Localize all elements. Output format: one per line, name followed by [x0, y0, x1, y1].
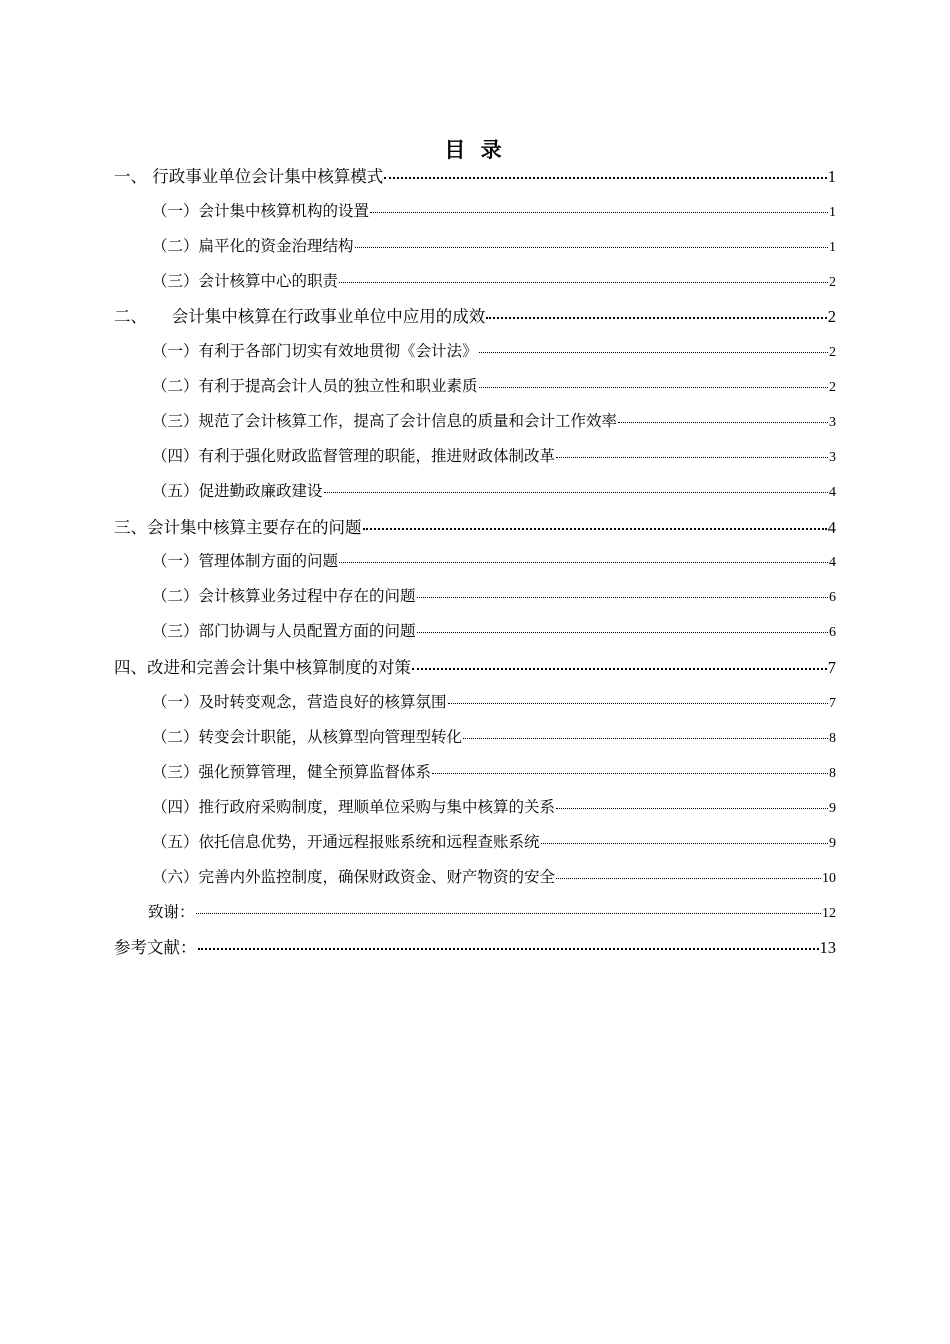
- toc-entry[interactable]: [152, 760, 836, 782]
- toc-entry-page: 13: [819, 938, 836, 957]
- toc-entry[interactable]: [152, 619, 836, 641]
- toc-entry-page: 3: [829, 450, 836, 465]
- toc-entry[interactable]: [152, 444, 836, 466]
- toc-entry[interactable]: [152, 795, 836, 817]
- toc-entry-page: 8: [829, 766, 836, 781]
- toc-entry-page: 9: [829, 836, 836, 851]
- dot-leader: [324, 492, 828, 493]
- dot-leader: [618, 422, 828, 423]
- toc-entry[interactable]: [152, 584, 836, 606]
- toc-entry-page: 2: [829, 275, 836, 290]
- toc-entry-page: 4: [829, 555, 836, 570]
- toc-entry-label: （一）有利于各部门切实有效地贯彻《会计法》: [152, 342, 478, 360]
- toc-entry-label: （五）依托信息优势，开通远程报账系统和远程查账系统: [152, 833, 540, 851]
- toc-entry-label: （四）有利于强化财政监督管理的职能，推进财政体制改革: [152, 447, 556, 465]
- toc-entry-page: 9: [829, 801, 836, 816]
- toc-entry-page: 10: [822, 871, 836, 886]
- toc-entry-label: （四）推行政府采购制度，理顺单位采购与集中核算的关系: [152, 798, 556, 816]
- dot-leader: [417, 632, 828, 633]
- toc-entry-page: 4: [829, 485, 836, 500]
- toc-entry-label: （二）有利于提高会计人员的独立性和职业素质: [152, 377, 478, 395]
- toc-entry[interactable]: [114, 303, 836, 327]
- toc-entry-label: 二、 会计集中核算在行政事业单位中应用的成效: [114, 307, 486, 326]
- dot-leader: [556, 878, 821, 879]
- toc-entry-page: 2: [827, 307, 836, 326]
- toc-entry[interactable]: [114, 163, 836, 187]
- toc-entry-label: （一）管理体制方面的问题: [152, 552, 339, 570]
- toc-entry[interactable]: [152, 725, 836, 747]
- toc-entry[interactable]: [152, 234, 836, 256]
- toc-entry[interactable]: [152, 374, 836, 396]
- toc-entry-label: （三）规范了会计核算工作，提高了会计信息的质量和会计工作效率: [152, 412, 618, 430]
- toc-entry-page: 12: [822, 906, 836, 921]
- toc-entry[interactable]: [152, 479, 836, 501]
- dot-leader: [196, 913, 821, 914]
- toc-entry-label: 三、会计集中核算主要存在的问题: [114, 518, 362, 537]
- toc-entry[interactable]: [148, 900, 836, 922]
- toc-entry-label: 一、 行政事业单位会计集中核算模式: [114, 167, 384, 186]
- toc-entry-label: （五）促进勤政廉政建设: [152, 482, 323, 500]
- toc-entry-label: 四、改进和完善会计集中核算制度的对策: [114, 658, 411, 677]
- toc-entry-page: 1: [829, 205, 836, 220]
- dot-leader: [541, 843, 828, 844]
- dot-leader: [448, 703, 828, 704]
- toc-entry[interactable]: [152, 409, 836, 431]
- dot-leader: [479, 387, 828, 388]
- toc-entry-page: 1: [827, 167, 836, 186]
- toc-entry[interactable]: [152, 549, 836, 571]
- toc-entry-page: 6: [829, 625, 836, 640]
- toc-entry[interactable]: [152, 339, 836, 361]
- toc-entry-label: （二）扁平化的资金治理结构: [152, 237, 354, 255]
- dot-leader: [198, 948, 819, 950]
- toc-entry-page: 1: [829, 240, 836, 255]
- toc-entry-label: （六）完善内外监控制度，确保财政资金、财产物资的安全: [152, 868, 556, 886]
- toc-entry-label: （二）转变会计职能，从核算型向管理型转化: [152, 728, 463, 746]
- toc-entry[interactable]: [152, 830, 836, 852]
- toc-entry-page: 8: [829, 731, 836, 746]
- toc-entry-page: 2: [829, 345, 836, 360]
- toc-entry[interactable]: [114, 514, 836, 538]
- toc-entry[interactable]: [152, 690, 836, 712]
- toc-entry-label: （三）会计核算中心的职责: [152, 272, 339, 290]
- toc-entry-label: （三）部门协调与人员配置方面的问题: [152, 622, 416, 640]
- toc-entry-page: 2: [829, 380, 836, 395]
- toc-entry-label: （一）及时转变观念，营造良好的核算氛围: [152, 693, 447, 711]
- toc-entry-label: （一）会计集中核算机构的设置: [152, 202, 370, 220]
- toc-entry[interactable]: [114, 654, 836, 678]
- toc-title: 目 录: [444, 138, 506, 162]
- toc-entry-page: 7: [827, 658, 836, 677]
- dot-leader: [363, 528, 827, 530]
- toc-entry-label: 致谢：: [148, 903, 195, 921]
- dot-leader: [412, 668, 827, 670]
- toc-entry-page: 7: [829, 696, 836, 711]
- dot-leader: [417, 597, 828, 598]
- toc-entry-label: （二）会计核算业务过程中存在的问题: [152, 587, 416, 605]
- dot-leader: [384, 177, 827, 179]
- toc-entry[interactable]: [152, 199, 836, 221]
- toc-entry-page: 4: [827, 518, 836, 537]
- dot-leader: [339, 282, 828, 283]
- dot-leader: [355, 247, 828, 248]
- dot-leader: [339, 562, 828, 563]
- dot-leader: [486, 317, 827, 319]
- dot-leader: [479, 352, 828, 353]
- dot-leader: [370, 212, 828, 213]
- dot-leader: [556, 457, 828, 458]
- dot-leader: [432, 773, 828, 774]
- toc-entry-label: （三）强化预算管理，健全预算监督体系: [152, 763, 432, 781]
- toc-entry-label: 参考文献：: [114, 938, 197, 957]
- dot-leader: [463, 738, 828, 739]
- toc-entry-page: 3: [829, 415, 836, 430]
- toc-entry[interactable]: [152, 269, 836, 291]
- toc-entry-page: 6: [829, 590, 836, 605]
- toc-entry[interactable]: [152, 865, 836, 887]
- dot-leader: [556, 808, 828, 809]
- toc-entry[interactable]: [114, 934, 836, 958]
